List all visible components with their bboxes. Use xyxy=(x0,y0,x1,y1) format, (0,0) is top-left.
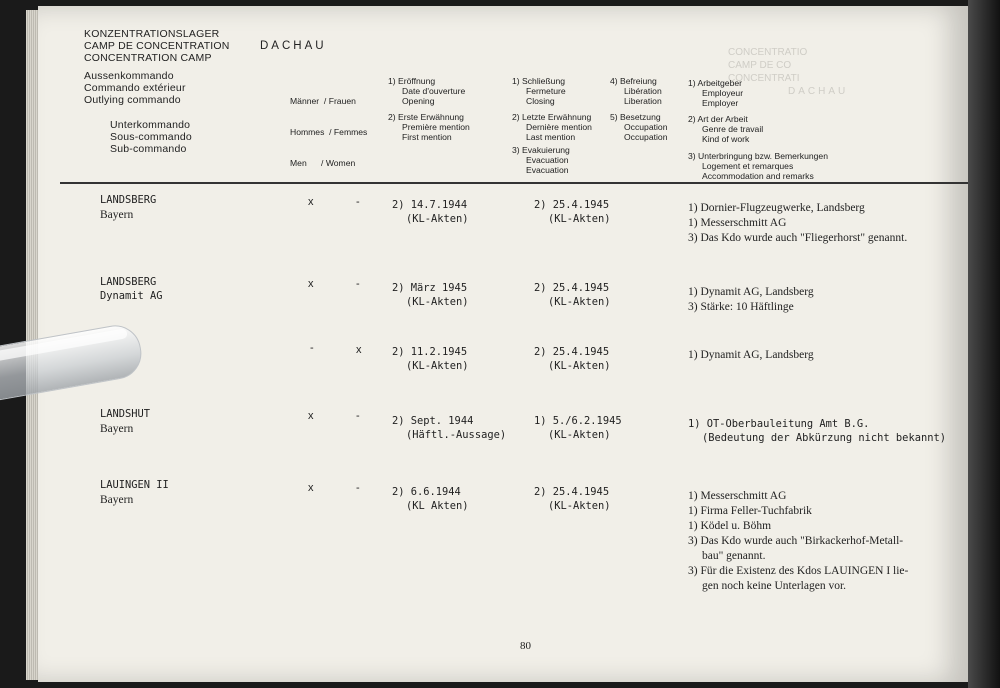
men-mark: x xyxy=(308,410,314,422)
women-mark: - xyxy=(356,482,360,494)
opening-date: 2) Sept. 1944 (Häftl.-Aussage) xyxy=(392,415,507,441)
commando-name: LANDSHUT Bayern xyxy=(100,408,151,435)
show-through-text: CONCENTRATIO CAMP DE CO CONCENTRATI DACHAU xyxy=(728,47,849,97)
women-mark: - xyxy=(356,410,360,422)
commando-name: LANDSBERG Bayern xyxy=(100,194,157,221)
men-mark: - xyxy=(310,342,314,354)
women-mark: x xyxy=(356,344,362,356)
gender-header: Männer / Frauen Hommes / Femmes Men / Women xyxy=(290,96,368,168)
commando-name: LANDSBERG Dynamit AG xyxy=(100,276,163,302)
accommodation-header: 3) Unterbringung bzw. Bemerkungen Logement et remarques Accommodation and remarks xyxy=(688,151,828,182)
remarks: 1) Dynamit AG, Landsberg 3) Stärke: 10 Häftlinge xyxy=(688,286,814,313)
binding-shadow xyxy=(968,0,1000,688)
occupation-header: 5) Besetzung Occupation Occupation xyxy=(610,112,668,143)
men-mark: x xyxy=(308,482,314,494)
closing-date: 2) 25.4.1945 (KL-Akten) xyxy=(534,486,611,512)
closing-date: 2) 25.4.1945 (KL-Akten) xyxy=(534,282,611,308)
last-mention-header: 2) Letzte Erwähnung Dernière mention Last mention xyxy=(512,112,592,143)
header-rule xyxy=(60,182,968,184)
men-mark: x xyxy=(308,196,314,208)
camp-label: KONZENTRATIONSLAGER CAMP DE CONCENTRATION CONCENTRATION CAMP xyxy=(84,28,230,64)
remarks: 1) Dornier-Flugzeugwerke, Landsberg 1) Messerschmitt AG 3) Das Kdo wurde auch "Fliegerhorst" genannt. xyxy=(688,202,908,244)
remarks: 1) Dynamit AG, Landsberg xyxy=(688,349,814,361)
book-page xyxy=(38,6,968,682)
camp-name: DACHAU xyxy=(260,40,327,52)
employer-header: 1) Arbeitgeber Employeur Employer xyxy=(688,78,744,109)
opening-date: 2) 11.2.1945 (KL-Akten) xyxy=(392,346,469,372)
clip-highlight xyxy=(0,328,128,364)
commando-name: LAUINGEN II Bayern xyxy=(100,479,169,506)
opening-date: 2) 6.6.1944 (KL Akten) xyxy=(392,486,469,512)
opening-date: 2) März 1945 (KL-Akten) xyxy=(392,282,469,308)
remarks: 1) OT-Oberbauleitung Amt B.G. (Bedeutung der Abkürzung nicht bekannt) xyxy=(688,418,946,444)
closing-date: 2) 25.4.1945 (KL-Akten) xyxy=(534,199,611,225)
sub-commando-label: Unterkommando Sous-commando Sub-commando xyxy=(110,119,192,155)
closing-date: 1) 5./6.2.1945 (KL-Akten) xyxy=(534,415,622,441)
women-mark: - xyxy=(356,196,360,208)
page-number: 80 xyxy=(520,640,531,652)
first-mention-header: 2) Erste Erwähnung Première mention First mention xyxy=(388,112,470,143)
liberation-header: 4) Befreiung Libération Liberation xyxy=(610,76,662,107)
men-mark: x xyxy=(308,278,314,290)
opening-header: 1) Eröffnung Date d'ouverture Opening xyxy=(388,76,466,107)
outlying-commando-label: Aussenkommando Commando extérieur Outlying commando xyxy=(84,70,186,106)
remarks: 1) Messerschmitt AG 1) Firma Feller-Tuchfabrik 1) Ködel u. Böhm 3) Das Kdo wurde auch "Birkackerhof-Metall- bau" genannt. 3) Für die Existenz des Kdos LAUINGEN I lie- gen noch keine Unterlagen vor. xyxy=(688,490,909,592)
closing-date: 2) 25.4.1945 (KL-Akten) xyxy=(534,346,611,372)
evacuation-header: 3) Evakuierung Evacuation Evacuation xyxy=(512,145,570,176)
women-mark: - xyxy=(356,278,360,290)
closing-header: 1) Schließung Fermeture Closing xyxy=(512,76,566,107)
opening-date: 2) 14.7.1944 (KL-Akten) xyxy=(392,199,469,225)
work-kind-header: 2) Art der Arbeit Genre de travail Kind of work xyxy=(688,114,764,145)
